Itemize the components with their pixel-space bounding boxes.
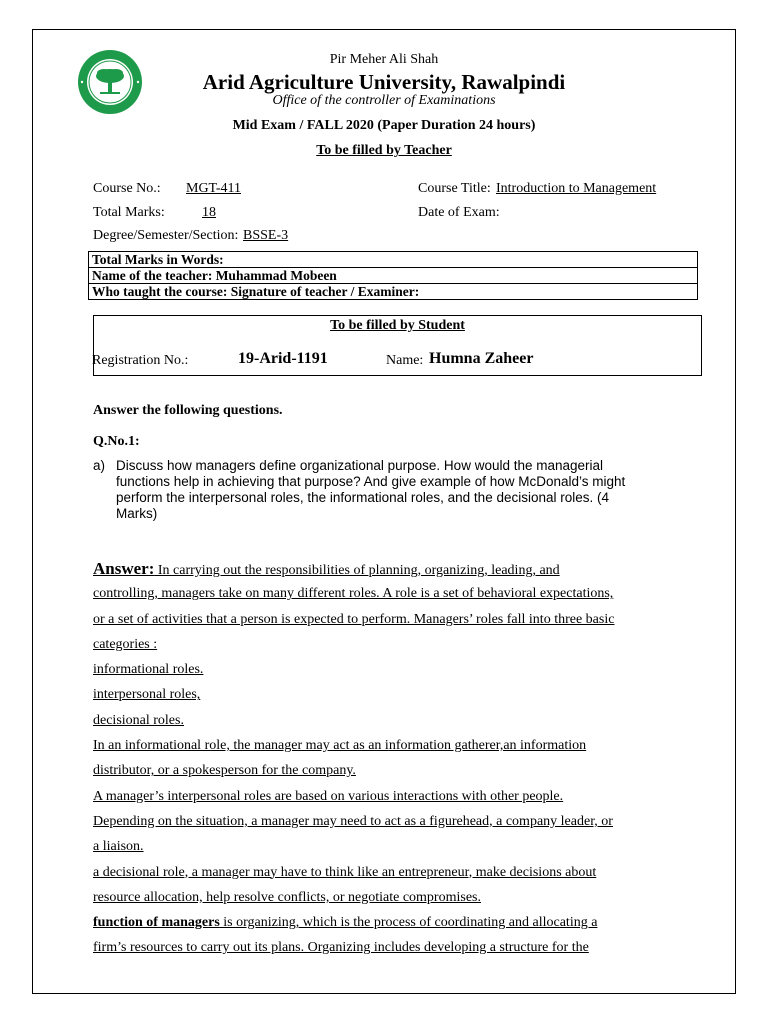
- student-name-value: Humna Zaheer: [429, 350, 534, 367]
- answer-line: informational roles.: [93, 662, 204, 678]
- answer-line: firm’s resources to carry out its plans. Organizing includes developing a structure for the: [93, 940, 589, 956]
- registration-label: Registration No.:: [92, 353, 189, 368]
- answer-line: In an informational role, the manager may act as an information gatherer,an information: [93, 738, 587, 754]
- exam-title: Mid Exam / FALL 2020 (Paper Duration 24 hours): [232, 118, 536, 133]
- university-top-line: Pir Meher Ali Shah: [329, 52, 439, 67]
- date-of-exam-label: Date of Exam:: [418, 205, 500, 220]
- answer-line: a liaison.: [93, 839, 144, 855]
- university-name: Arid Agriculture University, Rawalpindi: [202, 70, 566, 94]
- answer-body: [93, 558, 703, 963]
- total-marks-label: Total Marks:: [93, 205, 165, 220]
- answer-line: categories :: [93, 636, 158, 652]
- degree-label: Degree/Semester/Section:: [93, 228, 239, 243]
- answer-label: Answer:: [93, 559, 155, 578]
- total-marks-value: 18: [202, 205, 216, 220]
- answer-line: Depending on the situation, a manager may need to act as a figurehead, a company leader, or: [93, 813, 613, 829]
- answer-line: decisional roles.: [93, 712, 184, 728]
- student-name-label: Name:: [386, 353, 424, 368]
- part-a-marker: a): [93, 458, 106, 473]
- answer-line: or a set of activities that a person is expected to perform. Managers’ roles fall into three basic: [93, 611, 615, 627]
- course-no-label: Course No.:: [93, 181, 161, 196]
- student-section-heading: To be filled by Student: [330, 318, 465, 333]
- question-line: perform the interpersonal roles, the informational roles, and the decisional roles. (4: [116, 490, 610, 505]
- answer-line: distributor, or a spokesperson for the company.: [93, 763, 356, 779]
- teacher-info-table: [88, 251, 698, 300]
- answer-line: function of managers is organizing, which is the process of coordinating and allocating a: [93, 915, 598, 931]
- office-line: Office of the controller of Examinations: [272, 93, 496, 108]
- teacher-section-heading: To be filled by Teacher: [316, 143, 452, 158]
- course-no-value: MGT-411: [186, 181, 241, 196]
- student-info-box: [93, 315, 702, 376]
- teacher-signature-row: Who taught the course: Signature of teacher / Examiner:: [92, 284, 420, 299]
- question-line: Marks): [116, 506, 158, 521]
- answer-line: resource allocation, help resolve conflicts, or negotiate compromises.: [93, 889, 481, 905]
- question-line: functions help in achieving that purpose? And give example of how McDonald’s might: [116, 474, 626, 489]
- question-text: [116, 458, 676, 522]
- answer-line: Answer: In carrying out the responsibilities of planning, organizing, leading, and: [93, 559, 560, 578]
- answer-line: controlling, managers take on many different roles. A role is a set of behavioral expectations,: [93, 586, 614, 602]
- course-title-value: Introduction to Management: [496, 181, 657, 196]
- answer-bold-phrase: function of managers: [93, 915, 220, 931]
- teacher-name-row: Name of the teacher: Muhammad Mobeen: [89, 268, 697, 284]
- instruction: Answer the following questions.: [93, 403, 283, 418]
- answer-line: A manager’s interpersonal roles are based on various interactions with other people.: [93, 788, 564, 804]
- total-marks-words-row: Total Marks in Words:: [89, 252, 697, 268]
- degree-value: BSSE-3: [243, 228, 289, 243]
- answer-line: a decisional role, a manager may have to think like an entrepreneur, make decisions about: [93, 864, 597, 880]
- answer-line: interpersonal roles,: [93, 687, 201, 703]
- course-title-label: Course Title:: [418, 181, 491, 196]
- question-line: Discuss how managers define organizational purpose. How would the managerial: [116, 458, 604, 473]
- question-number: Q.No.1:: [93, 434, 140, 449]
- registration-value: 19-Arid-1191: [238, 350, 328, 367]
